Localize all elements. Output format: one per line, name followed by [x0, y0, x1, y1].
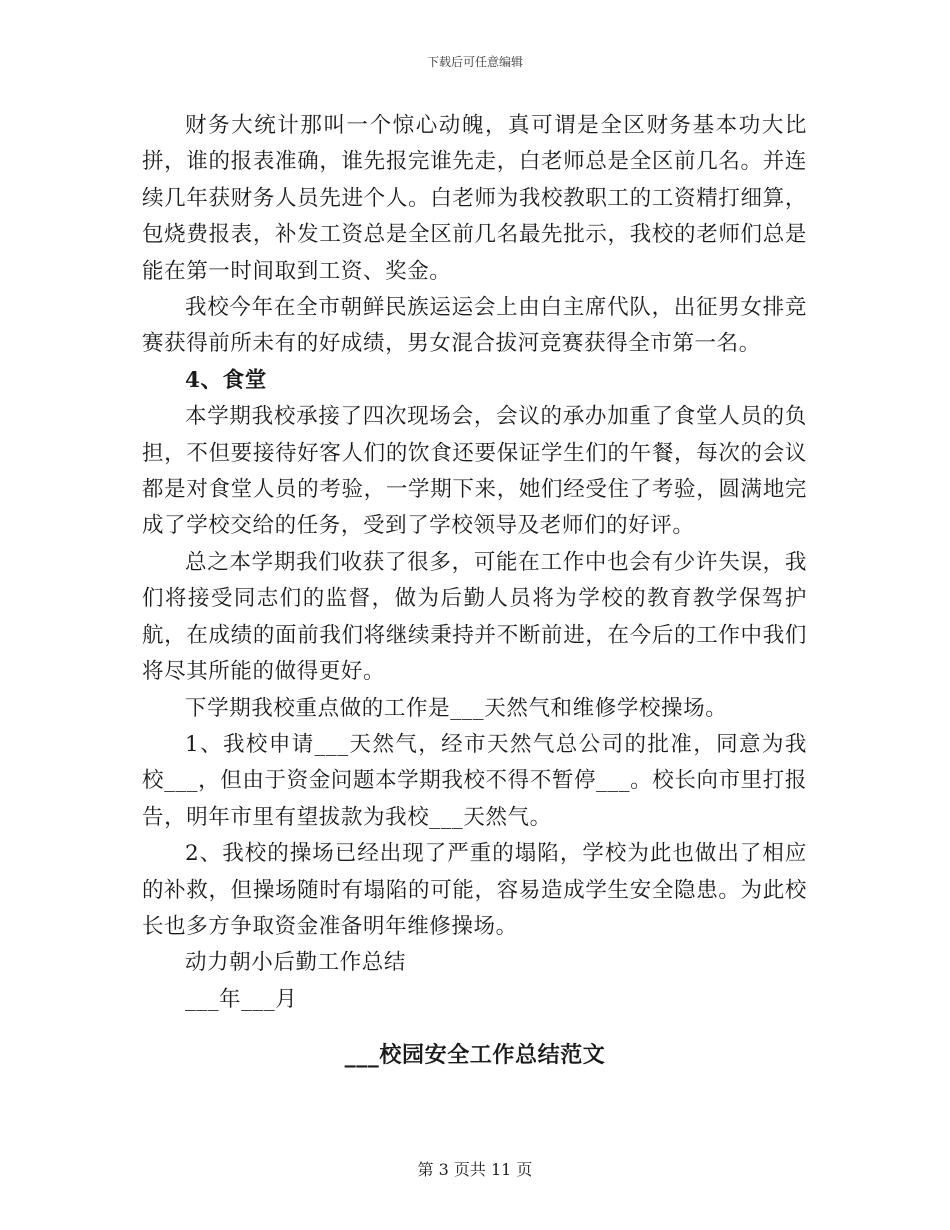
header-note: 下载后可任意编辑 [426, 55, 523, 69]
section-heading: 4、食堂 [185, 367, 267, 393]
paragraph: 我校今年在全市朝鲜民族运运会上由白主席代队，出征男女排竞赛获得前所未有的好成绩，男女混合拔河竞赛获得全市第一名。 [142, 295, 807, 357]
date-line: ___年___月 [185, 986, 298, 1012]
page-footer: 第 3 页共 11 页 [417, 1160, 533, 1179]
signature-line: 动力朝小后勤工作总结 [185, 950, 407, 976]
next-document-title: ___校园安全工作总结范文 [344, 1042, 606, 1068]
paragraph: 总之本学期我们收获了很多，可能在工作中也会有少许失误，我们将接受同志们的监督，做为后勤人员将为学校的教育教学保驾护航，在成绩的面前我们将继续秉持并不断前进，在今后的工作中我们将尽其所能的做得更好。 [142, 549, 807, 685]
paragraph: 本学期我校承接了四次现场会，会议的承办加重了食堂人员的负担，不但要接待好客人们的饮食还要保证学生们的午餐，每次的会议都是对食堂人员的考验，一学期下来，她们经受住了考验，圆满地完成了学校交给的任务，受到了学校领导及老师们的好评。 [142, 404, 807, 539]
document-body [142, 108, 807, 1018]
paragraph: 下学期我校重点做的工作是___天然气和维修学校操场。 [185, 695, 728, 721]
paragraph: 1、我校申请___天然气，经市天然气总公司的批准，同意为我校___，但由于资金问题本学期我校不得不暂停___。校长向市里打报告，明年市里有望拔款为我校___天然气。 [142, 731, 807, 830]
paragraph: 2、我校的操场已经出现了严重的塌陷，学校为此也做出了相应的补救，但操场随时有塌陷的可能，容易造成学生安全隐患。为此校长也多方争取资金准备明年维修操场。 [142, 841, 807, 939]
paragraph: 财务大统计那叫一个惊心动魄，真可谓是全区财务基本功大比拼，谁的报表准确，谁先报完谁先走，白老师总是全区前几名。并连续几年获财务人员先进个人。白老师为我校教职工的工资精打细算，包烧费报表，补发工资总是全区前几名最先批示，我校的老师们总是能在第一时间取到工资、奖金。 [142, 113, 807, 284]
